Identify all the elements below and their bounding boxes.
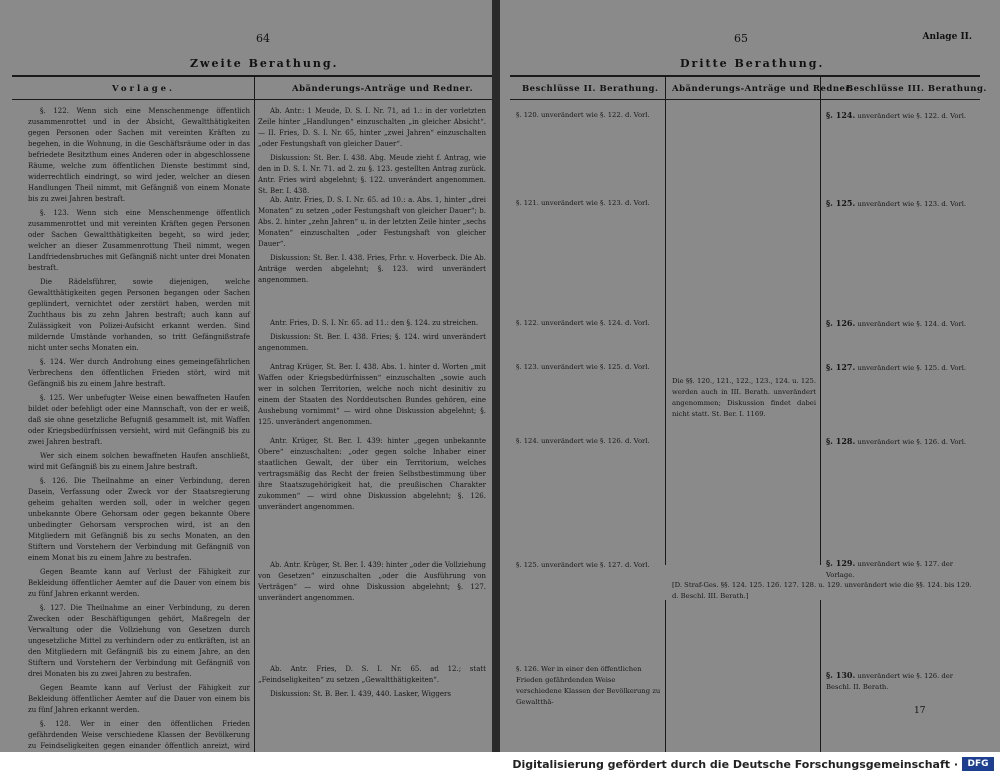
- page-heading: Dritte Berathung.: [680, 57, 825, 70]
- antrag-text: Antr. Krüger, St. Ber. I. 439: hinter „gegen unbekannte Obere“ einzuschalten: „oder gegen solche Inhaber einer staatlichen Gewalt, der über ein Territorium, welches vertragsmäßig das Recht der freien Selbstbestimmung über ihre Staatszugehörigkeit hat, die preußischen Charakter zukommen“ — wird ohne Diskussion abgelehnt; §. 126. unverändert angenommen.: [258, 437, 486, 511]
- antrag-text: Antrag Krüger, St. Ber. I. 438. Abs. 1. hinter d. Worten „mit Waffen oder Kriegsbedürfnissen“ einzuschalten „sowie auch wer in solchen Territorien, welche noch nicht desinitiv zu einem der Staaten des Norddeutschen Bundes gehören, eine Aushebung vornimmt“ — wird ohne Diskussion abgelehnt; §. 125. unverändert angenommen.: [258, 363, 486, 426]
- column-header-beschluesse-iii: Beschlüsse III. Berathung.: [846, 84, 987, 94]
- column-header-antraege: Abänderungs-Anträge und Redner.: [672, 84, 854, 94]
- antrag-block: [258, 106, 486, 200]
- header-rule-top: [12, 75, 492, 77]
- ii-entry: §. 126. Wer in einer den öffentlichen Frieden gefährdenden Weise verschiedene Klassen der Bevölkerung zu Gewaltthä-: [516, 665, 661, 706]
- ii-entry: §. 122. unverändert wie §. 124. d. Vorl.: [516, 319, 650, 327]
- vorlage-paragraph: Gegen Beamte kann auf Verlust der Fähigkeit zur Bekleidung öffentlicher Aemter auf die Dauer von einem bis zu fünf Jahren erkannt werden.: [28, 568, 250, 598]
- antrag-block: [258, 195, 486, 315]
- column-divider: [820, 600, 821, 752]
- vorlage-paragraph: §. 122. Wenn sich eine Menschenmenge öffentlich zusammenrottet und in der Absicht, Gewaltthätigkeiten gegen Personen oder Sachen mit vereinten Kräften zu begehen, in die Wohnung, in die Geschäftsräume oder in das befriedete Besitzthum eines Anderen oder in abgeschlossene Räume, welche zum öffentlichen Dienste bestimmt sind, widerrechtlich eindringt, so wird jeder, welcher an diesen Handlungen Theil nimmt, mit Gefängniß von einem Monate bis zu zwei Jahren bestraft.: [28, 107, 250, 203]
- antrag-text: Diskussion: St. Ber. I. 438. Fries; §. 124. wird unverändert angenommen.: [258, 333, 486, 352]
- vorlage-paragraph: §. 126. Die Theilnahme an einer Verbindung, deren Dasein, Verfassung oder Zweck vor der Staatsregierung geheim gehalten werden soll, oder in welcher gegen unbekannte Obere Gehorsam oder gegen bekannte Obere unbedingter Gehorsam versprochen wird, ist an den Mitgliedern mit Gefängniß bis zu sechs Monaten, an den Stiftern und Vorstehern der Verbindung mit Gefängniß von einem Monat bis zu einem Jahre zu bestrafen.: [28, 477, 250, 562]
- column-divider: [820, 75, 821, 565]
- wide-note: [D. Straf-Ges. §§. 124. 125. 126. 127. 128. u. 129. unverändert wie die §§. 124. bis 129. d. Beschl. III. Berath.]: [672, 581, 972, 600]
- iii-entry: §. 129. unverändert wie §. 127. der Vorlage.: [826, 558, 954, 579]
- iii-entry: §. 126. unverändert wie §. 124. d. Vorl.: [826, 318, 967, 328]
- footer-bar: [0, 752, 1000, 776]
- book-gutter: [492, 0, 500, 752]
- vorlage-paragraph: §. 125. Wer unbefugter Weise einen bewaffneten Haufen bildet oder befehligt oder eine Mannschaft, von der er weiß, daß sie ohne gesetzliche Befugniß gesammelt ist, mit Waffen oder Kriegsbedürfnissen versieht, wird mit Gefängniß bis zu zwei Jahren bestraft.: [28, 394, 250, 446]
- column-header-vorlage: Vorlage.: [112, 84, 176, 94]
- vorlage-paragraph: §. 127. Die Theilnahme an einer Verbindung, zu deren Zwecken oder Beschäftigungen gehört, Maßregeln der Verwaltung oder die Vollziehung von Gesetzen durch ungesetzliche Mittel zu verhindern oder zu entkräften, ist an den Mitgliedern mit Gefängniß bis zu einem Jahre, an den Stiftern und Vorstehern der Verbindung mit Gefängniß von drei Monaten bis zu zwei Jahren zu bestrafen.: [28, 604, 250, 678]
- ii-entry: §. 121. unverändert wie §. 123. d. Vorl.: [516, 199, 650, 207]
- vorlage-paragraph: Gegen Beamte kann auf Verlust der Fähigkeit zur Bekleidung öffentlicher Aemter auf die Dauer von einem bis zu fünf Jahren erkannt werden.: [28, 684, 250, 714]
- antrag-text: Ab. Antr. Fries, D. S. I. Nr. 65. ad 10.: a. Abs. 1, hinter „drei Monaten“ zu setzen „oder Festungshaft von gleicher Dauer“; b. Abs. 2. hinter „zehn Jahren“ u. in der letzten Zeile hinter „sechs Monaten“ einzuschalten „oder Festungshaft von gleicher Dauer“.: [258, 196, 486, 248]
- vorlage-paragraph: §. 124. Wer durch Androhung eines gemeingefährlichen Verbrechens den öffentlichen Frieden stört, wird mit Gefängniß bis zu einem Jahre bestraft.: [28, 358, 250, 388]
- dfg-logo: DFG: [962, 757, 994, 771]
- vorlage-paragraph: §. 128. Wer in einer den öffentlichen Frieden gefährdenden Weise verschiedene Klassen der Bevölkerung zu Feindseligkeiten gegen einander öffentlich anreizt, wird: [28, 720, 250, 750]
- header-rule-bottom: [12, 99, 492, 100]
- iii-entry: §. 130. unverändert wie §. 126. der Beschl. II. Berath.: [826, 670, 954, 691]
- vorlage-paragraph: Wer sich einem solchen bewaffneten Haufen anschließt, wird mit Gefängniß bis zu einem Jahre bestraft.: [28, 452, 250, 471]
- ii-entry: §. 123. unverändert wie §. 125. d. Vorl.: [516, 363, 650, 371]
- antrag-text: Ab. Antr. Fries, D. S. I. Nr. 65. ad 12.; statt „Feindseligkeiten“ zu setzen „Gewaltthätigkeiten“.: [258, 665, 486, 684]
- header-rule-top: [510, 75, 980, 77]
- antrag-block: [258, 362, 486, 432]
- antrag-block: [258, 664, 486, 704]
- page-number: 65: [734, 32, 748, 45]
- right-page: [500, 0, 1000, 752]
- column-divider: [665, 75, 666, 565]
- antrag-text: Ab. Antr.: 1 Meude, D. S. I. Nr. 71, ad 1.: in der vorletzten Zeile hinter „Handlungen“ einzuschalten „in gleicher Absicht“. — II. Fries, D. S. I. Nr. 65, hinter „zwei Jahren“ einzuschalten „oder Festungshaft von gleicher Dauer“.: [258, 107, 486, 148]
- iii-entry: §. 124. unverändert wie §. 122. d. Vorl.: [826, 110, 967, 120]
- middle-note: Die §§. 120., 121., 122., 123., 124. u. 125. werden auch in III. Berath. unverändert angenommen; Diskussion findet dabei nicht statt. St. Ber. I. 1169.: [672, 377, 816, 418]
- antrag-text: Diskussion: St. Ber. I. 438. Abg. Meude zieht f. Antrag, wie den in D. S. I. Nr. 71. ad 2. zu §. 123. gestellten Antrag zurück. Antr. Fries wird abgelehnt; §. 122. unverändert angenommen. St. Ber. I. 438.: [258, 154, 486, 195]
- iii-entry: §. 127. unverändert wie §. 125. d. Vorl.: [826, 362, 967, 372]
- column-divider: [254, 75, 255, 752]
- antrag-text: Antr. Fries, D. S. I. Nr. 65. ad 11.: den §. 124. zu streichen.: [270, 319, 479, 327]
- page-number: 64: [256, 32, 270, 45]
- antrag-block: [258, 560, 486, 610]
- left-page: [0, 0, 492, 752]
- antrag-block: [258, 318, 486, 358]
- antrag-text: Ab. Antr. Krüger, St. Ber. I. 439: hinter „oder die Vollziehung von Gesetzen“ einzuschalten „oder die Ausführung von Verträgen“ — wird ohne Diskussion abgelehnt; §. 127. unverändert angenommen.: [258, 561, 486, 602]
- header-rule-bottom: [510, 99, 980, 100]
- vorlage-paragraph: §. 123. Wenn sich eine Menschenmenge öffentlich zusammenrottet und mit vereinten Kräften gegen Personen oder Sachen Gewaltthätigkeiten begeht, so wird jeder, welcher an dieser Zusammenrottung Theil nimmt, wegen Landfriedensbruches mit Gefängniß nicht unter drei Monaten bestraft.: [28, 209, 250, 272]
- antrag-text: Diskussion: St. B. Ber. I. 439, 440. Lasker, Wiggers: [270, 690, 451, 698]
- antrag-block: [258, 436, 486, 511]
- footer-page-number: 17: [914, 706, 926, 716]
- vorlage-text: [28, 106, 250, 752]
- ii-entry: §. 120. unverändert wie §. 122. d. Vorl.: [516, 111, 650, 119]
- ii-entry: §. 124. unverändert wie §. 126. d. Vorl.: [516, 437, 650, 445]
- iii-entry: §. 125. unverändert wie §. 123. d. Vorl.: [826, 198, 967, 208]
- column-header-beschluesse-ii: Beschlüsse II. Berathung.: [522, 84, 659, 94]
- annex-label: Anlage II.: [922, 32, 972, 42]
- footer-credit: Digitalisierung gefördert durch die Deutsche Forschungsgemeinschaft ·: [512, 758, 958, 771]
- column-header-antraege: Abänderungs-Anträge und Redner.: [292, 84, 474, 94]
- ii-entry: §. 125. unverändert wie §. 127. d. Vorl.: [516, 561, 650, 569]
- vorlage-paragraph: Die Rädelsführer, sowie diejenigen, welche Gewaltthätigkeiten gegen Personen begangen oder Sachen geplündert, vernichtet oder zerstört haben, werden mit Zuchthaus bis zu zehn Jahren bestraft; auch kann auf Zulässigkeit von Polizei-Aufsicht erkannt werden. Sind mildernde Umstände vorhanden, so tritt Gefängnißstrafe nicht unter sechs Monaten ein.: [28, 278, 250, 352]
- column-divider: [665, 600, 666, 752]
- antrag-text: Diskussion: St. Ber. I. 438. Fries, Frhr. v. Hoverbeck. Die Ab. Anträge werden abgelehnt; §. 123. wird unverändert angenommen.: [258, 254, 486, 284]
- iii-entry: §. 128. unverändert wie §. 126. d. Vorl.: [826, 436, 967, 446]
- page-heading: Zweite Berathung.: [190, 57, 339, 70]
